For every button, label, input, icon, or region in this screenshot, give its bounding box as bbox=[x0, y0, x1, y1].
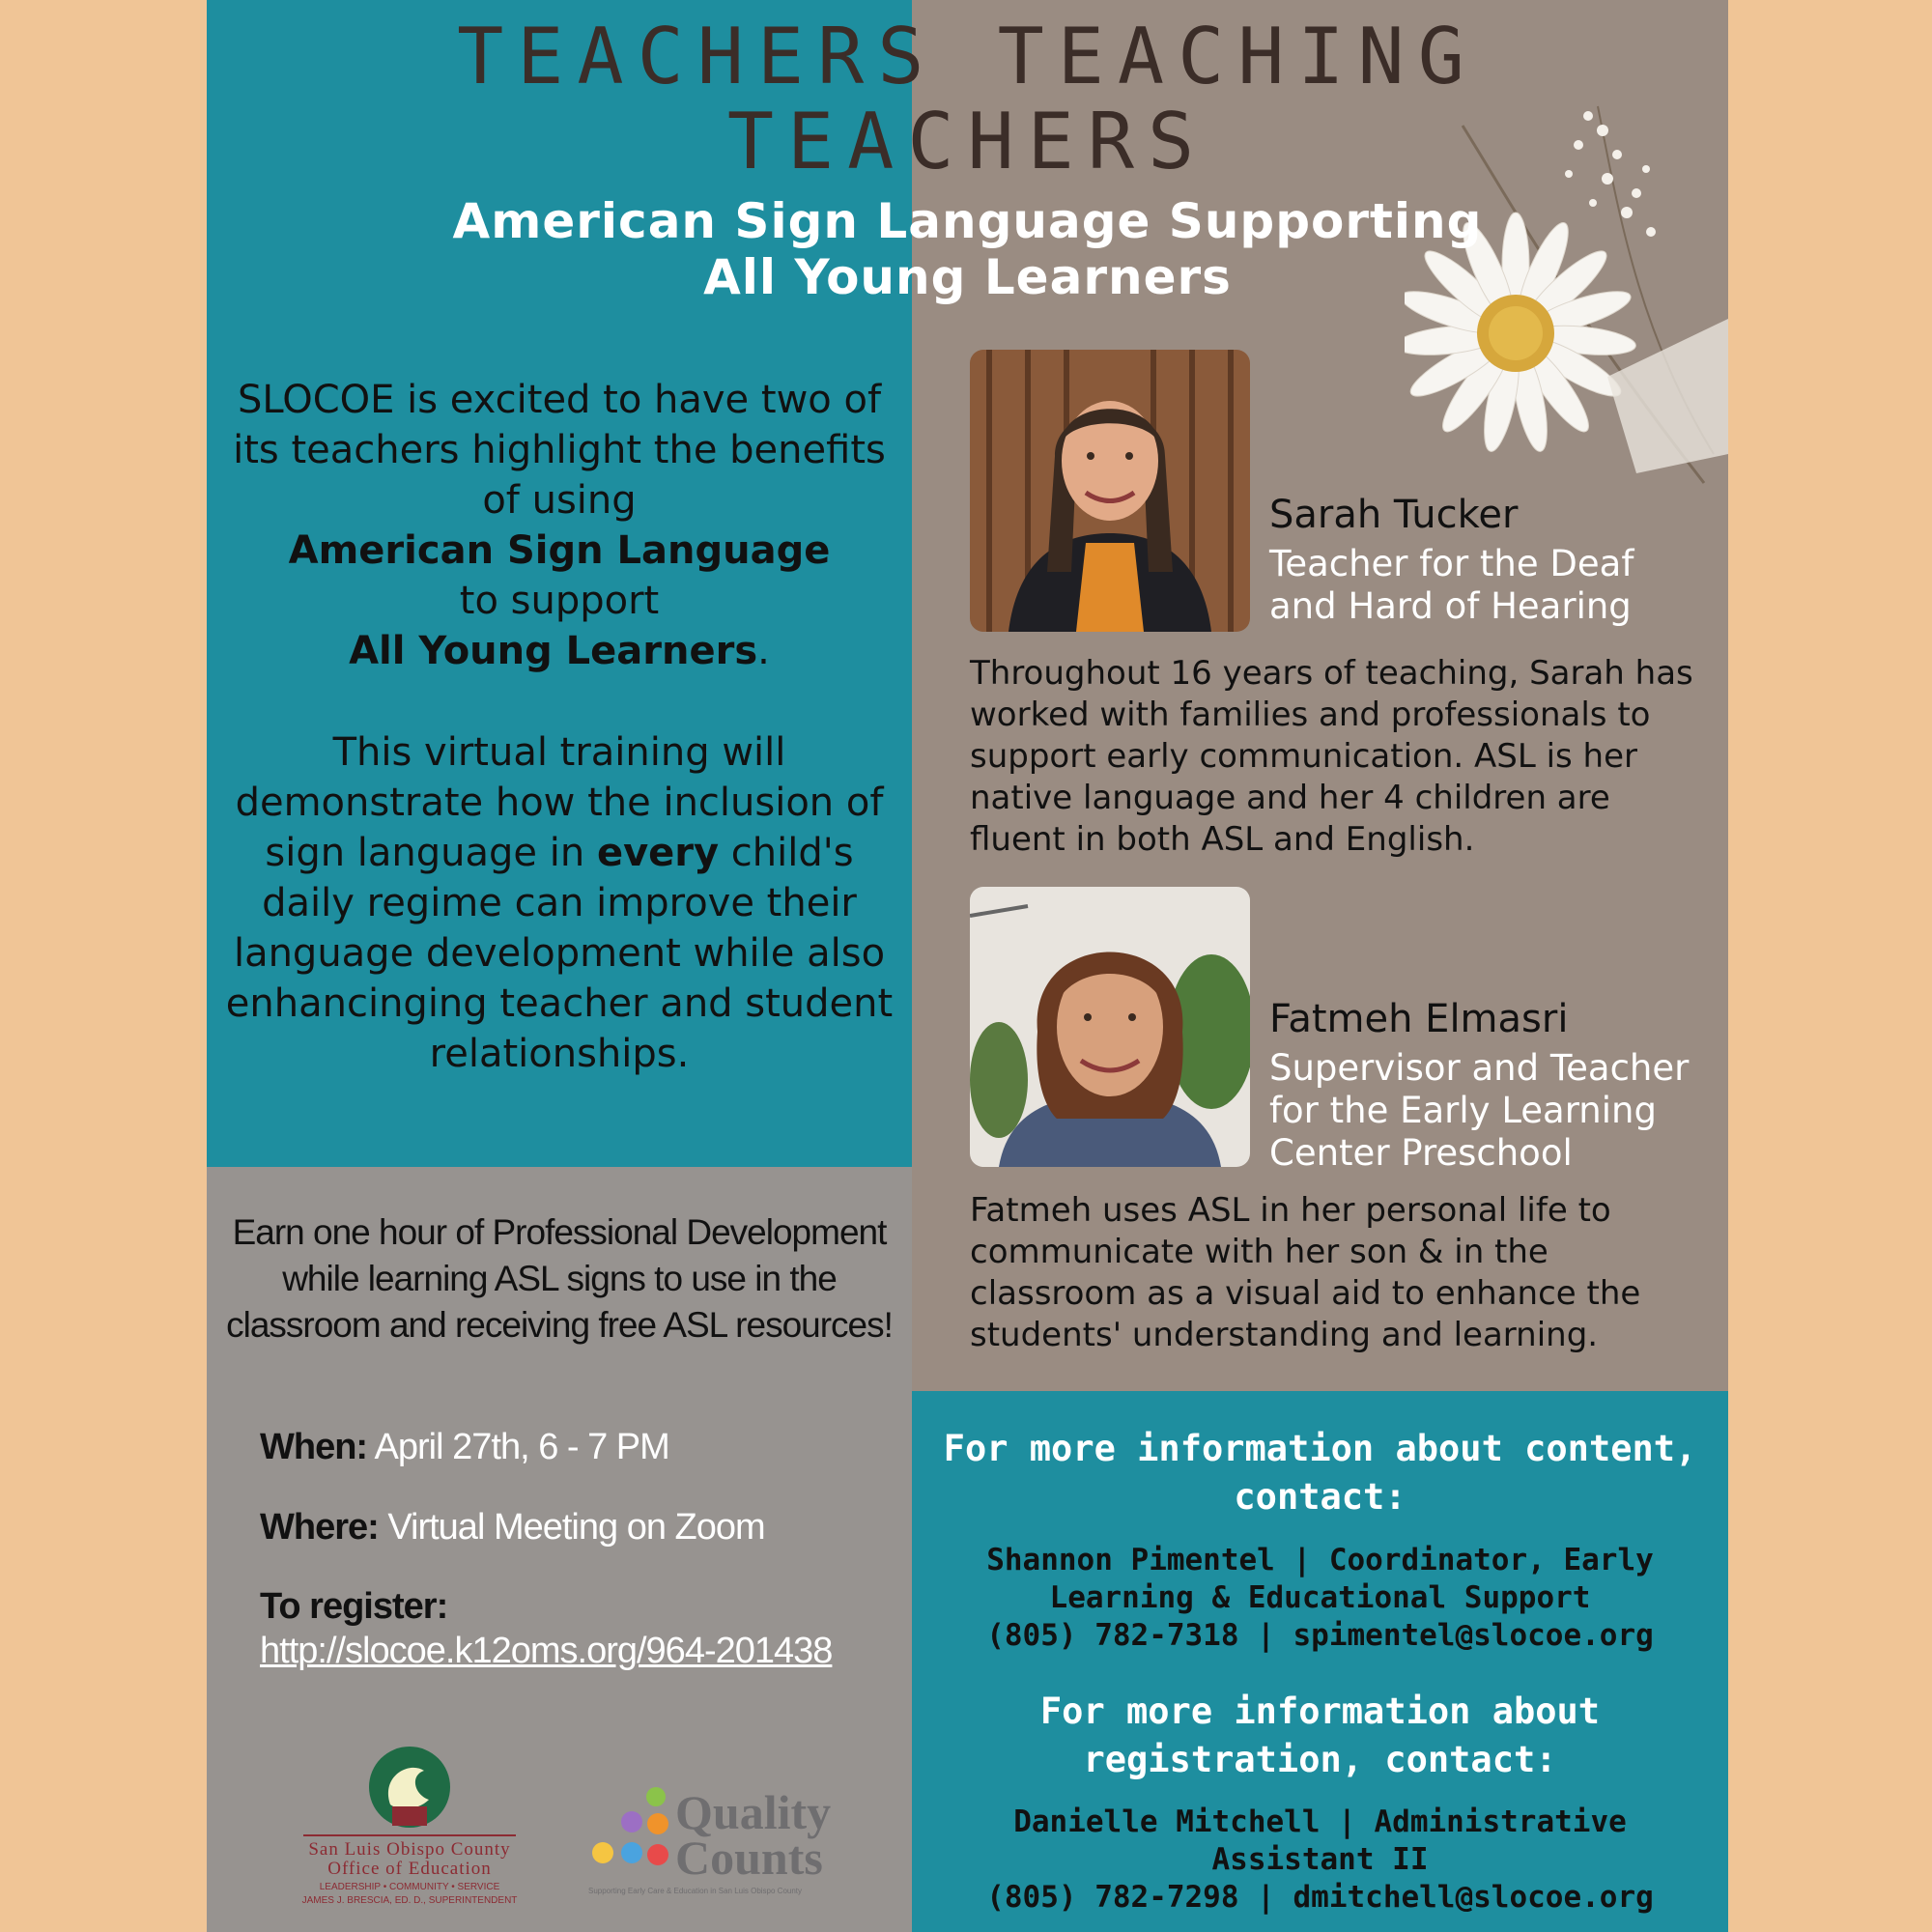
presenter-1-name: Sarah Tucker bbox=[1269, 493, 1519, 537]
presenter-2-bio: Fatmeh uses ASL in her personal life to communicate with her son & in the classroom as a visual aid to enhance the students' understanding and learning. bbox=[970, 1191, 1641, 1354]
title-line-1: TEACHERS TEACHING bbox=[457, 12, 1478, 101]
presenter-1-role-line: Teacher for the Deaf bbox=[1269, 543, 1634, 584]
when-value: April 27th, 6 - 7 PM bbox=[374, 1427, 669, 1467]
intro-paragraph-2 bbox=[216, 727, 902, 1079]
subtitle-line-2: All Young Learners bbox=[703, 249, 1232, 305]
subtitle-line-1: American Sign Language Supporting bbox=[452, 193, 1483, 249]
where-label: Where: bbox=[260, 1507, 379, 1548]
slocoe-logo-line-2: Office of Education bbox=[327, 1859, 492, 1879]
slocoe-logo-line-3: LEADERSHIP • COMMUNITY • SERVICE bbox=[319, 1882, 500, 1892]
slocoe-logo-line-1: San Luis Obispo County bbox=[308, 1839, 511, 1860]
intro-text: SLOCOE is excited to have two of its teachers highlight the benefits of using bbox=[233, 378, 886, 523]
content-contact-line: Learning & Educational Support bbox=[1049, 1580, 1591, 1615]
quality-counts-line-1: Quality bbox=[675, 1785, 832, 1839]
content-contact-line: Shannon Pimentel | Coordinator, Early bbox=[986, 1543, 1654, 1577]
slocoe-logo-line-4: JAMES J. BRESCIA, ED. D., SUPERINTENDENT bbox=[301, 1895, 518, 1906]
presenter-2-role-line: Supervisor and Teacher bbox=[1269, 1047, 1690, 1089]
content-contact-line: (805) 782-7318 | spimentel@slocoe.org bbox=[986, 1618, 1654, 1653]
content-contact-heading: For more information about content, contact: bbox=[943, 1428, 1697, 1518]
event-register bbox=[260, 1584, 888, 1673]
presenter-2-role bbox=[1269, 1047, 1723, 1175]
intro-text: child's daily regime can improve their language development while also enhancinging teacher and student relationships. bbox=[225, 831, 894, 1076]
slocoe-logo bbox=[284, 1747, 535, 1911]
register-link[interactable]: http://slocoe.k12oms.org/964-201438 bbox=[260, 1631, 833, 1671]
presenter-1-role-line: and Hard of Hearing bbox=[1269, 585, 1632, 627]
registration-contact-heading: For more information about registration, contact: bbox=[1039, 1690, 1601, 1780]
presenter-2-role-line: Center Preschool bbox=[1269, 1132, 1573, 1174]
presenter-1-bio: Throughout 16 years of teaching, Sarah has worked with families and professionals to support early communication. ASL is her native language and her 4 children are fluent in both ASL and English. bbox=[970, 654, 1693, 859]
registration-contact-details bbox=[912, 1804, 1728, 1917]
event-where bbox=[260, 1505, 888, 1549]
intro-text: to support bbox=[459, 579, 660, 623]
presenter-2-role-line: for the Early Learning bbox=[1269, 1090, 1657, 1131]
content-contact-details bbox=[912, 1542, 1728, 1655]
register-label: To register: bbox=[260, 1586, 448, 1627]
intro-asl-emphasis: American Sign Language bbox=[288, 528, 831, 573]
quality-counts-line-2: Counts bbox=[675, 1831, 823, 1885]
fatmeh-elmasri-photo bbox=[970, 887, 1250, 1167]
event-when bbox=[260, 1425, 888, 1469]
presenter-2-name: Fatmeh Elmasri bbox=[1269, 997, 1569, 1041]
intro-every-emphasis: every bbox=[596, 831, 720, 875]
when-label: When: bbox=[260, 1427, 368, 1467]
intro-learners-emphasis: All Young Learners bbox=[349, 629, 758, 673]
registration-contact-line: (805) 782-7298 | dmitchell@slocoe.org bbox=[986, 1880, 1654, 1915]
registration-contact-line: Assistant II bbox=[1211, 1842, 1429, 1877]
intro-paragraph-1 bbox=[216, 375, 902, 676]
presenter-1-role bbox=[1269, 543, 1723, 628]
quality-counts-logo bbox=[579, 1785, 868, 1901]
intro-period: . bbox=[757, 629, 770, 673]
intro-text: This virtual training will demonstrate how the inclusion of sign language in bbox=[235, 730, 884, 875]
registration-contact-line: Danielle Mitchell | Administrative bbox=[1013, 1804, 1627, 1839]
quality-counts-tagline: Supporting Early Care & Education in San Luis Obispo County bbox=[588, 1887, 803, 1895]
sarah-tucker-photo bbox=[970, 350, 1250, 632]
flyer bbox=[207, 0, 1728, 1932]
where-value: Virtual Meeting on Zoom bbox=[387, 1507, 765, 1548]
professional-development-text: Earn one hour of Professional Development while learning ASL signs to use in the classroom and receiving free ASL resources! bbox=[226, 1212, 893, 1345]
title-line-2: TEACHERS bbox=[726, 97, 1208, 186]
